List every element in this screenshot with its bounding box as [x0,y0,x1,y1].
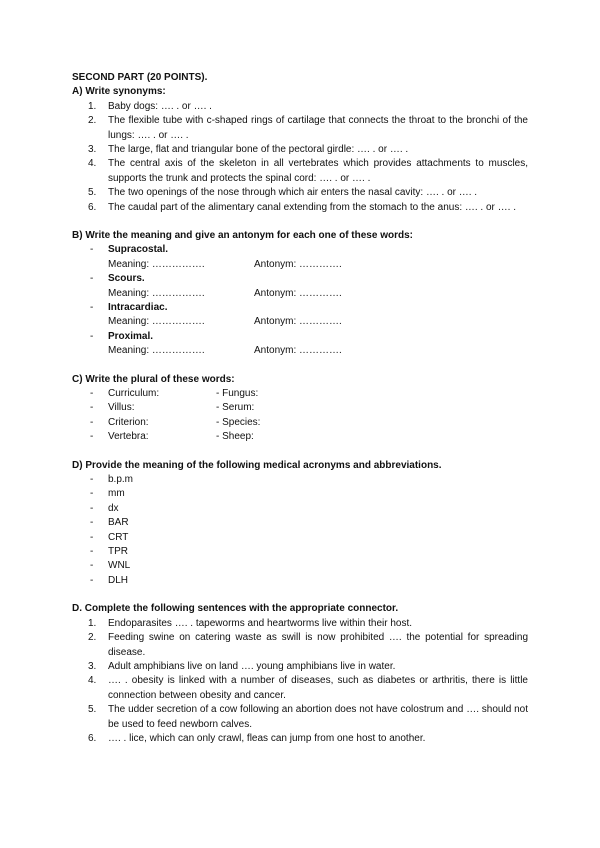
spacer [72,445,528,459]
list-item [72,186,528,200]
section-d-heading: D) Provide the meaning of the following medical acronyms and abbreviations. [72,459,442,471]
item-text: The udder secretion of a cow following an abortion does not have colostrum and …. should not be used to feed newborn calves. [108,704,528,730]
list-item [72,157,528,186]
item-text: …. . lice, which can only crawl, fleas can jump from one host to another. [108,732,426,744]
dash-bullet: - [90,488,94,500]
item-text: The flexible tube with c-shaped rings of cartilage that connects the throat to the bronchi of the lungs: …. . or …. . [108,115,528,141]
list-item [72,617,528,631]
antonym-blank: Antonym: …………. [254,316,342,328]
abbreviation: CRT [108,531,129,543]
dash-bullet: - [90,546,94,558]
dash-bullet: - [90,416,94,428]
dash-bullet: - [90,560,94,572]
list-item [72,502,528,516]
item-text: Endoparasites …. . tapeworms and heartworms live within their host. [108,617,413,629]
dash-bullet: - [90,302,94,314]
item-text: Baby dogs: …. . or …. . [108,100,212,112]
plural-word-right: - Sheep: [216,431,254,443]
list-item [72,545,528,559]
antonym-blank: Antonym: …………. [254,345,342,357]
plural-word-right: - Fungus: [216,388,259,400]
plural-word-right: - Serum: [216,402,255,414]
list-item [72,201,528,215]
item-number: 6. [88,732,97,744]
list-item [72,416,528,430]
list-item [72,660,528,674]
item-number: 1. [88,617,97,629]
plural-word-right: - Species: [216,416,261,428]
term-word: Proximal. [108,330,154,342]
meaning-blank: Meaning: ……………. [108,345,205,357]
spacer [72,215,528,229]
list-item [72,516,528,530]
list-item [72,487,528,501]
term-word: Scours. [108,273,145,285]
item-number: 4. [88,158,97,170]
dash-bullet: - [90,474,94,486]
antonym-blank: Antonym: …………. [254,258,342,270]
item-text: The large, flat and triangular bone of the pectoral girdle: …. . or …. . [108,144,409,156]
abbreviation: TPR [108,546,128,558]
list-item [72,330,528,344]
list-item [72,272,528,286]
item-text: Adult amphibians live on land …. young amphibians live in water. [108,660,396,672]
list-item [72,143,528,157]
list-item [72,243,528,257]
section-d-list [72,473,528,588]
answer-line [72,287,528,301]
abbreviation: b.p.m [108,474,134,486]
item-number: 6. [88,201,97,213]
term-word: Supracostal. [108,244,169,256]
dash-bullet: - [90,574,94,586]
meaning-blank: Meaning: ……………. [108,287,205,299]
exam-content [72,71,528,746]
dash-bullet: - [90,531,94,543]
section-b-list [72,243,528,358]
item-text: Feeding swine on catering waste as swill is now prohibited …. the potential for spreading disease. [108,632,528,658]
dash-bullet: - [90,431,94,443]
list-item [72,574,528,588]
list-item [72,531,528,545]
list-item [72,100,528,114]
meaning-blank: Meaning: ……………. [108,258,205,270]
section-e-heading: D. Complete the following sentences with the appropriate connector. [72,603,399,615]
item-text: The two openings of the nose through which air enters the nasal cavity: …. . or …. . [108,187,478,199]
plural-word-left: Criterion: [108,416,149,428]
antonym-blank: Antonym: …………. [254,287,342,299]
list-item [72,674,528,703]
list-item [72,301,528,315]
plural-word-left: Vertebra: [108,431,149,443]
dash-bullet: - [90,330,94,342]
item-number: 3. [88,144,97,156]
abbreviation: DLH [108,574,129,586]
list-item [72,114,528,143]
dash-bullet: - [90,402,94,414]
abbreviation: dx [108,502,119,514]
page-title: SECOND PART (20 POINTS). [72,72,208,83]
plural-word-left: Villus: [108,402,135,414]
list-item [72,430,528,444]
section-b-heading: B) Write the meaning and give an antonym for each one of these words: [72,230,413,242]
meaning-blank: Meaning: ……………. [108,316,205,328]
answer-line [72,344,528,358]
item-number: 5. [88,704,97,716]
section-e-list [72,617,528,747]
section-a-heading: A) Write synonyms: [72,86,166,98]
section-c-heading: C) Write the plural of these words: [72,373,235,385]
abbreviation: mm [108,488,125,500]
item-text: …. . obesity is linked with a number of diseases, such as diabetes or arthritis, there is little connection between obesity and cancer. [108,675,528,701]
dash-bullet: - [90,517,94,529]
term-word: Intracardiac. [108,302,168,314]
item-number: 2. [88,115,97,127]
dash-bullet: - [90,273,94,285]
item-number: 4. [88,675,97,687]
item-number: 3. [88,660,97,672]
dash-bullet: - [90,244,94,256]
list-item [72,401,528,415]
answer-line [72,315,528,329]
list-item [72,703,528,732]
list-item [72,387,528,401]
list-item [72,559,528,573]
dash-bullet: - [90,388,94,400]
item-number: 2. [88,632,97,644]
plural-word-left: Curriculum: [108,388,160,400]
section-c-list [72,387,528,445]
dash-bullet: - [90,502,94,514]
item-number: 5. [88,187,97,199]
spacer [72,359,528,373]
abbreviation: WNL [108,560,131,572]
section-a-list [72,100,528,215]
item-text: The caudal part of the alimentary canal extending from the stomach to the anus: …. . or …. . [108,201,516,213]
item-number: 1. [88,100,97,112]
item-text: The central axis of the skeleton in all vertebrates which provides attachments to muscles, supports the trunk and protects the spinal cord: …. . or …. . [108,158,528,184]
list-item [72,473,528,487]
list-item [72,631,528,660]
abbreviation: BAR [108,517,129,529]
answer-line [72,258,528,272]
list-item [72,732,528,746]
spacer [72,588,528,602]
